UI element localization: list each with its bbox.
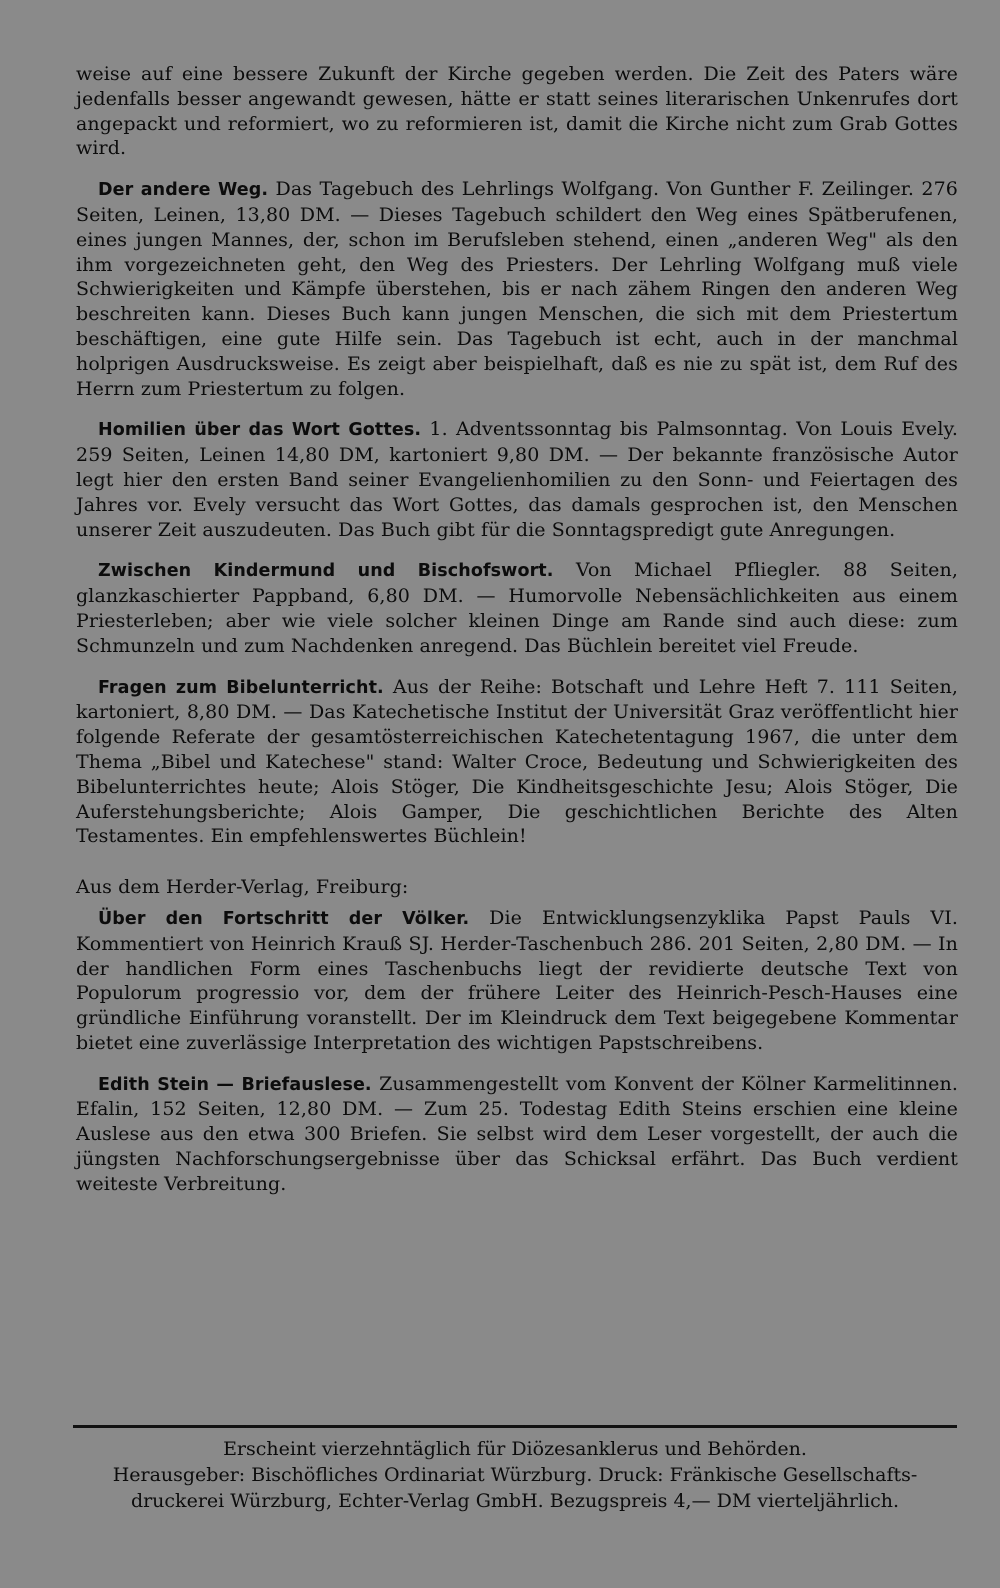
review-title: Zwischen Kindermund und Bischofswort. xyxy=(98,561,554,582)
imprint-line: druckerei Würzburg, Echter-Verlag GmbH. Bezugspreis 4,— DM vierteljährlich. xyxy=(130,1490,900,1512)
review-entry xyxy=(76,906,958,1056)
review-title: Über den Fortschritt der Völker. xyxy=(98,908,470,929)
imprint-line: Herausgeber: Bischöfliches Ordinariat Würzburg. Druck: Fränkische Gesellschafts- xyxy=(112,1464,918,1486)
review-title: Fragen zum Bibelunterricht. xyxy=(98,677,384,698)
review-title: Homilien über das Wort Gottes. xyxy=(98,420,422,441)
review-entry xyxy=(76,558,958,658)
imprint-line: Erscheint vierzehntäglich für Diözesanklerus und Behörden. xyxy=(223,1438,807,1460)
review-title: Edith Stein — Briefauslese. xyxy=(98,1074,372,1095)
footer-divider xyxy=(73,1425,957,1428)
review-title: Der andere Weg. xyxy=(98,180,269,201)
imprint-footer xyxy=(70,1436,960,1514)
review-text: Von Michael Pfliegler. 88 Seiten, glanzkaschierter Pappband, 6,80 DM. — Humorvolle Nebensächlichkeiten aus einem Priesterleben; aber wie viele solcher kleinen Dinge am Rande sind auch diese: zum Schmunzeln und zum Nachdenken anregend. Das Büchlein bereitet viel Freude. xyxy=(76,559,958,657)
review-entry xyxy=(76,177,958,401)
review-entry xyxy=(76,1072,958,1197)
review-column xyxy=(76,62,958,1213)
publisher-heading: Aus dem Herder-Verlag, Freiburg: xyxy=(76,876,409,899)
review-entry xyxy=(76,417,958,542)
review-text: Aus der Reihe: Botschaft und Lehre Heft 7. 111 Seiten, kartoniert, 8,80 DM. — Das Katechetische Institut der Universität Graz veröffentlicht hier folgende Referate der gesamtösterreichischen Katechetentagung 1967, die unter dem Thema „Bibel und Katechese" stand: Walter Croce, Bedeutung und Schwierigkeiten des Bibelunterrichtes heute; Alois Stöger, Die Kindheitsgeschichte Jesu; Alois Stöger, Die Auferstehungsberichte; Alois Gamper, Die geschichtlichen Berichte des Alten Testamentes. Ein empfehlenswertes Büchlein! xyxy=(76,675,958,848)
review-entry xyxy=(76,675,958,850)
review-text: Das Tagebuch des Lehrlings Wolfgang. Von Gunther F. Zeilinger. 276 Seiten, Leinen, 13,80 DM. — Dieses Tagebuch schildert den Weg eines Spätberufenen, eines jungen Mannes, der, schon im Berufsleben stehend, einen „anderen Weg" als den ihm vorgezeichneten geht, den Weg des Priesters. Der Lehrling Wolfgang muß viele Schwierigkeiten und Kämpfe überstehen, bis er nach zähem Ringen den anderen Weg beschreiten kann. Dieses Buch kann jungen Menschen, die sich mit dem Priestertum beschäftigen, eine gute Hilfe sein. Das Tagebuch ist echt, auch in der manchmal holprigen Ausdrucksweise. Es zeigt aber beispielhaft, daß es nie zu spät ist, dem Ruf des Herrn zum Priestertum zu folgen. xyxy=(76,178,958,400)
intro-paragraph: weise auf eine bessere Zukunft der Kirche gegeben werden. Die Zeit des Paters wäre jedenfalls besser angewandt gewesen, hätte er statt seines literarischen Unkenrufes dort angepackt und reformiert, wo zu reformieren ist, damit die Kirche nicht zum Grab Gottes wird. xyxy=(76,63,958,160)
review-text: 1. Adventssonntag bis Palmsonntag. Von Louis Evely. 259 Seiten, Leinen 14,80 DM, kartoniert 9,80 DM. — Der bekannte französische Autor legt hier den ersten Band seiner Evangelienhomilien zu den Sonn- und Feiertagen des Jahres vor. Evely versucht das Wort Gottes, das damals gesprochen ist, den Menschen unserer Zeit auszudeuten. Das Buch gibt für die Sonntagspredigt gute Anregungen. xyxy=(76,418,958,541)
review-text: Die Entwicklungsenzyklika Papst Pauls VI. Kommentiert von Heinrich Krauß SJ. Herder-Taschenbuch 286. 201 Seiten, 2,80 DM. — In der handlichen Form eines Taschenbuchs liegt der revidierte deutsche Text von Populorum progressio vor, dem der frühere Leiter des Heinrich-Pesch-Hauses eine gründliche Einführung voranstellt. Der im Kleindruck dem Text beigegebene Kommentar bietet eine zuverlässige Interpretation des wichtigen Papstschreibens. xyxy=(76,906,959,1054)
review-text: Zusammengestellt vom Konvent der Kölner Karmelitinnen. Efalin, 152 Seiten, 12,80 DM. — Zum 25. Todestag Edith Steins erschien eine kleine Auslese aus den etwa 300 Briefen. Sie selbst wird dem Leser vorgestellt, der auch die jüngsten Nachforschungsergebnisse über das Schicksal erfährt. Das Buch verdient weiteste Verbreitung. xyxy=(76,1072,959,1195)
